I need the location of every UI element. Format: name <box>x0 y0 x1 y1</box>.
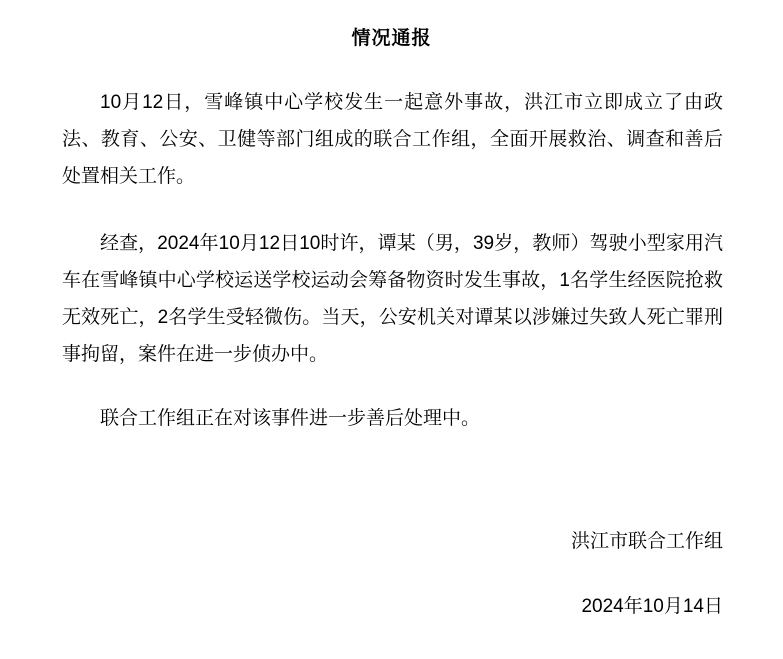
document-date: 2024年10月14日 <box>581 596 723 617</box>
paragraph-followup: 联合工作组正在对该事件进一步善后处理中。 <box>100 408 481 429</box>
paragraph-incident-overview: 10月12日，雪峰镇中心学校发生一起意外事故，洪江市立即成立了由政法、教育、公安、卫健等部门组成的联合工作组，全面开展救治、调查和善后处置相关工作。 <box>62 92 723 187</box>
signature: 洪江市联合工作组 <box>570 531 723 552</box>
document-title: 情况通报 <box>351 28 432 49</box>
document-body <box>62 84 723 625</box>
paragraph-investigation-details: 经查，2024年10月12日10时许，谭某（男，39岁，教师）驾驶小型家用汽车在雪峰镇中心学校运送学校运动会筹备物资时发生事故，1名学生经医院抢救无效死亡，2名学生受轻微伤。当天，公安机关对谭某以涉嫌过失致人死亡罪刑事拘留，案件在进一步侦办中。 <box>62 233 723 365</box>
